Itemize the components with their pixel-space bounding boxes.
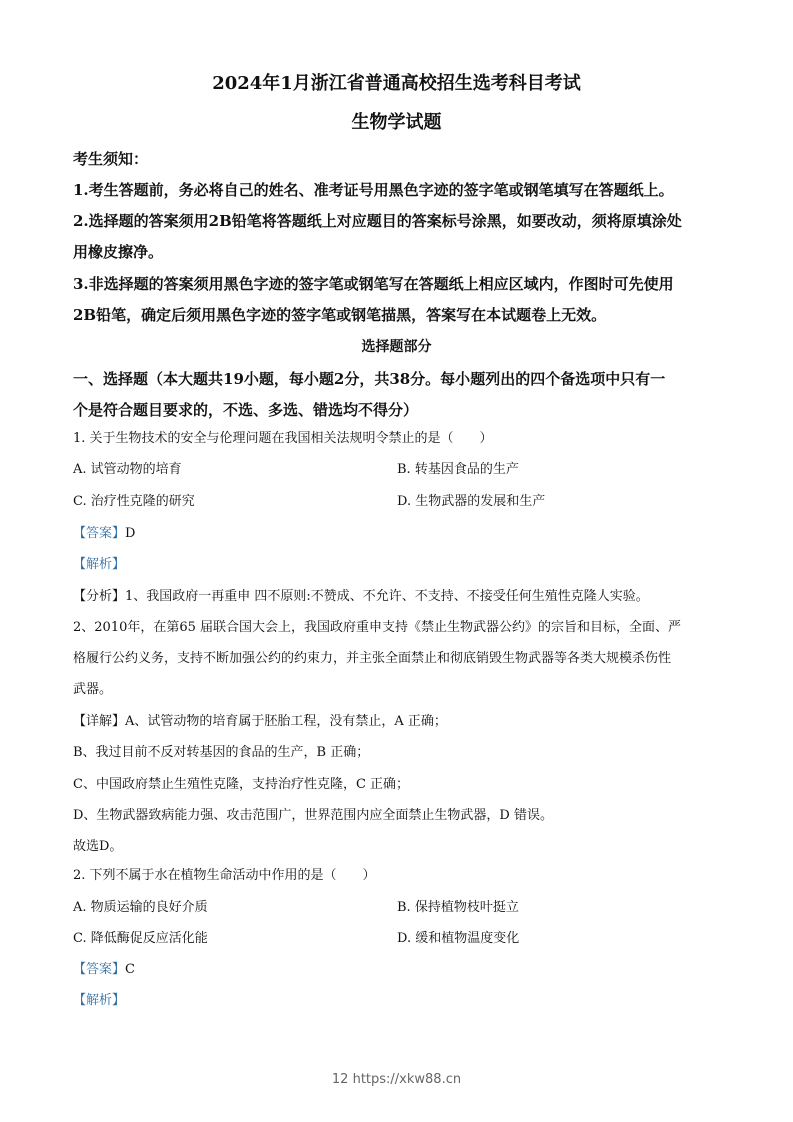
notice-item: 1.考生答题前，务必将自己的姓名、准考证号用黑色字迹的签字笔或钢笔填写在答题纸上。 (73, 181, 674, 199)
explanation-line: 武器。 (73, 682, 113, 697)
page-footer: 12 https://xkw88.cn (331, 1072, 462, 1087)
section-heading: 选择题部分 (361, 339, 432, 355)
part-heading: 个是符合题目要求的，不选、多选、错选均不得分） (73, 401, 419, 419)
analysis-tag: 【解析】 (73, 993, 126, 1008)
explanation-line: C、中国政府禁止生殖性克隆，支持治疗性克隆，C 正确； (73, 777, 410, 792)
question-stem: 2. 下列不属于水在植物生命活动中作用的是（ ） (73, 868, 376, 883)
question-stem: 1. 关于生物技术的安全与伦理问题在我国相关法规明令禁止的是（ ） (73, 431, 493, 446)
option-d: D. 缓和植物温度变化 (397, 931, 520, 946)
explanation-line: B、我过目前不反对转基因的食品的生产，B 正确； (73, 745, 370, 760)
explanation-line: 故选D。 (73, 839, 123, 854)
notice-item: 2.选择题的答案须用2B铅笔将答题纸上对应题目的答案标号涂黑，如要改动，须将原填涂处 (73, 212, 682, 230)
options-row (73, 460, 723, 480)
answer-tag: 【答案】 (73, 526, 126, 541)
answer-tag: 【答案】 (73, 962, 126, 977)
option-c: C. 降低酶促反应活化能 (73, 931, 208, 946)
explanation-line: 格履行公约义务，支持不断加强公约的约束力，并主张全面禁止和彻底销毁生物武器等各类大规模杀伤性 (73, 651, 672, 666)
option-a: A. 物质运输的良好介质 (73, 900, 208, 915)
option-a: A. 试管动物的培育 (73, 462, 182, 477)
notice-item: 3.非选择题的答案须用黑色字迹的签字笔或钢笔写在答题纸上相应区域内，作图时可先使用 (73, 275, 674, 293)
options-row (73, 929, 723, 949)
page-title: 2024年1月浙江省普通高校招生选考科目考试 (212, 73, 581, 94)
answer-value: C (125, 962, 135, 977)
option-b: B. 保持植物枝叶挺立 (397, 900, 519, 915)
explanation-line: 【详解】A、试管动物的培育属于胚胎工程，没有禁止，A 正确； (73, 714, 447, 729)
page-subtitle: 生物学试题 (351, 112, 442, 133)
analysis-tag: 【解析】 (73, 557, 126, 572)
explanation-line: 2、2010年，在第65 届联合国大会上，我国政府重申支持《禁止生物武器公约》的宗旨和目标，全面、严 (73, 620, 682, 635)
option-b: B. 转基因食品的生产 (397, 462, 519, 477)
answer-line (73, 524, 135, 544)
notice-item: 用橡皮擦净。 (73, 243, 164, 261)
options-row (73, 898, 723, 918)
part-heading: 一、选择题（本大题共19小题，每小题2分，共38分。每小题列出的四个备选项中只有一 (73, 370, 666, 388)
option-c: C. 治疗性克隆的研究 (73, 494, 195, 509)
answer-value: D (125, 526, 136, 541)
answer-line (73, 960, 135, 980)
explanation-line: 【分析】1、我国政府一再重申 四不原则:不赞成、不允许、不支持、不接受任何生殖性克隆人实验。 (73, 589, 649, 604)
option-d: D. 生物武器的发展和生产 (397, 494, 546, 509)
notice-heading: 考生须知： (73, 150, 149, 168)
options-row (73, 492, 723, 512)
notice-item: 2B铅笔，确定后须用黑色字迹的签字笔或钢笔描黑，答案写在本试题卷上无效。 (73, 306, 607, 324)
explanation-line: D、生物武器致病能力强、攻击范围广，世界范围内应全面禁止生物武器，D 错误。 (73, 808, 553, 823)
